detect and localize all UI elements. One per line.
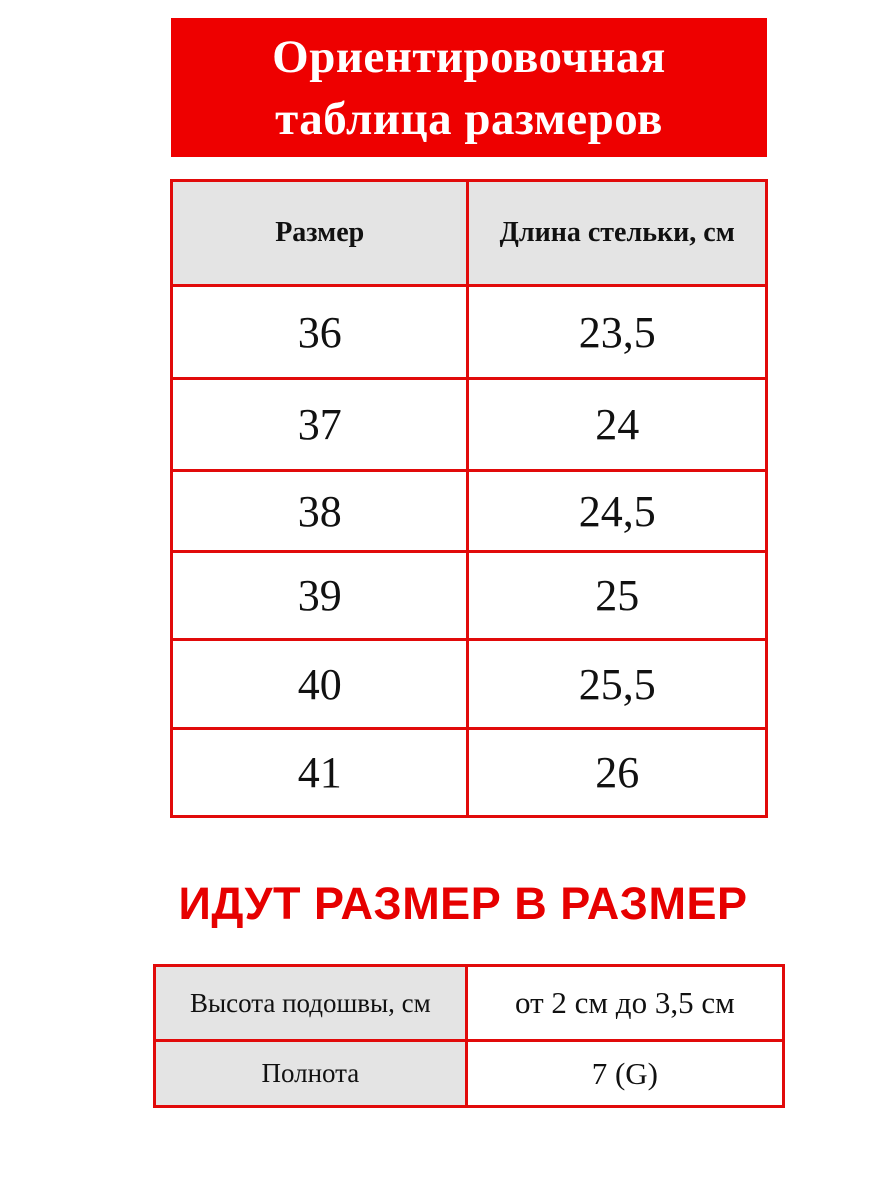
- title-line-2: таблица размеров: [275, 92, 663, 145]
- insole-length-cell: 25: [468, 552, 767, 640]
- fullness-label: Полнота: [155, 1041, 467, 1107]
- sole-height-label: Высота подошвы, см: [155, 966, 467, 1041]
- header-insole-length: Длина стельки, см: [468, 181, 767, 286]
- insole-length-cell: 23,5: [468, 286, 767, 379]
- size-cell: 37: [172, 379, 468, 471]
- insole-length-cell: 26: [468, 729, 767, 817]
- fit-note: ИДУТ РАЗМЕР В РАЗМЕР: [178, 878, 748, 929]
- insole-length-cell: 25,5: [468, 640, 767, 729]
- size-cell: 36: [172, 286, 468, 379]
- size-cell: 39: [172, 552, 468, 640]
- size-cell: 38: [172, 471, 468, 552]
- size-cell: 40: [172, 640, 468, 729]
- header-size: Размер: [172, 181, 468, 286]
- table-row: [172, 286, 767, 379]
- table-row: [172, 640, 767, 729]
- size-table: [170, 179, 768, 818]
- size-table-header-row: [172, 181, 767, 286]
- title-banner: [171, 18, 767, 157]
- title-line-1: Ориентировочная: [272, 30, 666, 83]
- table-row: [172, 379, 767, 471]
- table-row: [155, 966, 784, 1041]
- fullness-value: 7 (G): [466, 1041, 783, 1107]
- table-row: [172, 552, 767, 640]
- size-cell: 41: [172, 729, 468, 817]
- insole-length-cell: 24: [468, 379, 767, 471]
- sole-height-value: от 2 см до 3,5 см: [466, 966, 783, 1041]
- table-row: [155, 1041, 784, 1107]
- insole-length-cell: 24,5: [468, 471, 767, 552]
- table-row: [172, 471, 767, 552]
- info-table: [153, 964, 785, 1108]
- table-row: [172, 729, 767, 817]
